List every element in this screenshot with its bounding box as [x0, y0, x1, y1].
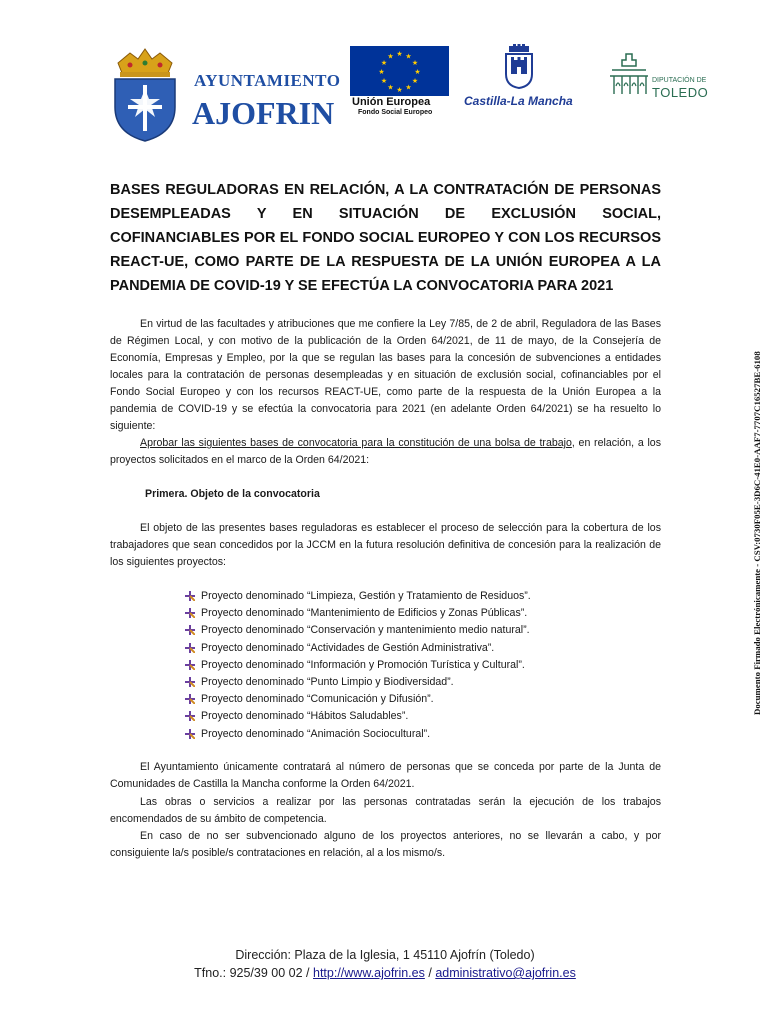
coat-of-arms-icon: [108, 45, 183, 143]
arrow-bullet-icon: [185, 625, 195, 635]
svg-text:★: ★: [387, 83, 394, 92]
section-paragraph: El objeto de las presentes bases reguladoras es establecer el proceso de selección para la cobertura de los trabajadores que sean concedidos por la JCCM en la futura resolución definitiva de concesión para la realización de los siguientes proyectos:: [110, 522, 661, 568]
title-line: DESEMPLEADAS Y EN SITUACIÓN DE EXCLUSIÓN SOCIAL,: [110, 206, 661, 222]
arrow-bullet-icon: [185, 694, 195, 704]
eu-name: Unión Europea: [352, 96, 431, 108]
arrow-bullet-icon: [185, 677, 195, 687]
intro-paragraph: En virtud de las facultades y atribuciones que me confiere la Ley 7/85, de 2 de abril, Reguladora de las Bases de Régimen Local, y con motivo de la publicación de la Orden 64/2021, de 11 de mayo, de la Consejería de Economía, Empresas y Empleo, por la que se regulan las bases para la concesión de subvenciones a entidades locales para la contratación de personas desempleadas y en situación de exclusión social, cofinanciables por el Fondo Social Europeo y con los recursos REACT-UE, como parte de la respuesta de la Unión Europea a la pandemia de COVID-19 y se efectúa la convocatoria para 2021 (en adelante Orden 64/2021) se ha resuelto lo siguiente:: [110, 318, 661, 432]
approval-rest: , en relación, a los proyectos solicitados en el marco de la Orden 64/2021:: [110, 437, 661, 466]
list-item: [185, 674, 531, 691]
arrow-bullet-icon: [185, 729, 195, 739]
arrow-bullet-icon: [185, 643, 195, 653]
footer-address: Dirección: Plaza de la Iglesia, 1 45110 Ajofrín (Toledo): [235, 948, 535, 962]
arrow-bullet-icon: [185, 711, 195, 721]
title-line: COFINANCIABLES POR EL FONDO SOCIAL EUROPEO Y CON LOS RECURSOS: [110, 230, 661, 246]
project-name: Proyecto denominado “Mantenimiento de Edificios y Zonas Públicas”.: [201, 607, 528, 620]
closing-paragraph: En caso de no ser subvencionado alguno de los proyectos anteriores, no se llevarán a cabo, y por consiguiente la/s posible/s contrataciones en relación, al a los mismo/s.: [110, 830, 661, 859]
town-name: AJOFRIN: [192, 95, 335, 131]
title-line: BASES REGULADORAS EN RELACIÓN, A LA CONTRATACIÓN DE PERSONAS: [110, 182, 661, 198]
eu-flag-icon: [350, 46, 449, 96]
closing-paragraph: Las obras o servicios a realizar por las personas contratadas serán la ejecución de los trabajos encomendados de su ámbito de competencia.: [110, 796, 661, 825]
svg-text:★: ★: [380, 77, 388, 85]
eu-fund-name: Fondo Social Europeo: [358, 109, 433, 116]
eu-logo: [350, 46, 455, 118]
diputacion-label: DIPUTACIÓN DE: [652, 77, 707, 84]
ayuntamiento-label: AYUNTAMIENTO: [194, 71, 341, 90]
website-link[interactable]: http://www.ajofrin.es: [313, 966, 425, 980]
svg-text:★: ★: [411, 77, 419, 85]
list-item: [185, 588, 531, 605]
svg-text:★: ★: [411, 59, 419, 67]
electronic-signature-stamp: Documento Firmado Electrónicamente - CSV:0730F05E-3D6C-41E0-AAF7-7707C16527BE-6108: [752, 351, 762, 715]
footer-phone: Tfno.: 925/39 00 02 /: [194, 966, 310, 980]
project-name: Proyecto denominado “Comunicación y Difusión”.: [201, 693, 434, 706]
list-item: [185, 657, 531, 674]
footer-contact: [0, 966, 770, 980]
svg-text:★: ★: [387, 52, 394, 61]
project-name: Proyecto denominado “Hábitos Saludables”.: [201, 710, 409, 723]
svg-text:★: ★: [396, 50, 403, 58]
building-icon: [608, 52, 650, 98]
approval-paragraph: [110, 435, 661, 469]
section-heading: Primera. Objeto de la convocatoria: [145, 488, 320, 500]
project-name: Proyecto denominado “Conservación y mantenimiento medio natural”.: [201, 624, 530, 637]
title-line: PANDEMIA DE COVID-19 Y SE EFECTÚA LA CONVOCATORIA PARA 2021: [110, 278, 614, 294]
list-item: [185, 605, 531, 622]
email-link[interactable]: administrativo@ajofrin.es: [435, 966, 576, 980]
footer-separator: /: [428, 966, 432, 980]
castilla-la-mancha-name: Castilla-La Mancha: [464, 94, 573, 108]
title-line: REACT-UE, COMO PARTE DE LA RESPUESTA DE LA UNIÓN EUROPEA A LA: [110, 254, 661, 270]
list-item: [185, 622, 531, 639]
svg-text:★: ★: [405, 83, 412, 92]
castle-shield-icon: [504, 44, 534, 89]
svg-text:★: ★: [405, 52, 412, 61]
projects-list: [185, 588, 531, 743]
list-item: [185, 640, 531, 657]
closing-paragraph: El Ayuntamiento únicamente contratará al número de personas que se conceda por parte de la Junta de Comunidades de Castilla la Mancha conforme la Orden 64/2021.: [110, 761, 661, 790]
document-title: [110, 178, 661, 298]
project-name: Proyecto denominado “Punto Limpio y Biodiversidad”.: [201, 676, 454, 689]
svg-text:★: ★: [414, 68, 421, 76]
svg-text:★: ★: [396, 86, 403, 94]
project-name: Proyecto denominado “Limpieza, Gestión y Tratamiento de Residuos”.: [201, 590, 531, 602]
list-item: [185, 691, 531, 708]
project-name: Proyecto denominado “Actividades de Gestión Administrativa”.: [201, 641, 495, 654]
castilla-la-mancha-logo: [462, 44, 582, 114]
list-item: [185, 726, 531, 743]
svg-text:★: ★: [378, 68, 385, 76]
arrow-bullet-icon: [185, 608, 195, 618]
svg-text:★: ★: [380, 59, 388, 67]
project-name: Proyecto denominado “Información y Promoción Turística y Cultural”.: [201, 658, 525, 671]
arrow-bullet-icon: [185, 591, 195, 601]
project-name: Proyecto denominado “Animación Sociocultural”.: [201, 727, 431, 740]
diputacion-logo: [608, 52, 718, 102]
ayuntamiento-logo: [108, 45, 348, 145]
arrow-bullet-icon: [185, 660, 195, 670]
list-item: [185, 708, 531, 725]
approval-underlined: Aprobar las siguientes bases de convocatoria para la constitución de una bolsa de trabajo: [140, 437, 572, 449]
diputacion-city: TOLEDO: [652, 85, 709, 100]
